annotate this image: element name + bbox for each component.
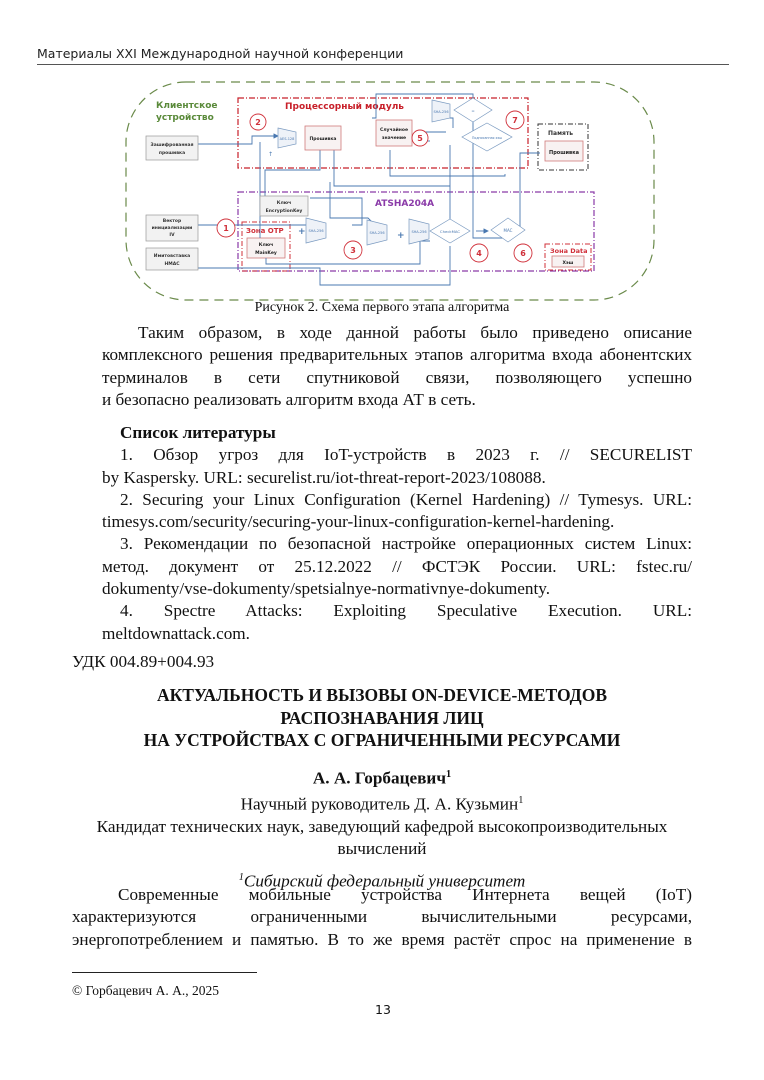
sha-label-2: SHA-256	[369, 231, 385, 235]
hmac-label-2: HMAC	[164, 262, 180, 267]
aes-label: AES-128	[279, 137, 295, 141]
conclusion-line: терминалов в сети спутниковой связи, позволяющего успешно	[102, 367, 692, 387]
author-block	[0, 764, 764, 893]
reference-3-line: метод. документ от 25.12.2022 // ФСТЭК России. URL: fstec.ru/	[102, 556, 692, 576]
references-section	[102, 422, 692, 645]
firmware-label: Прошивка	[309, 137, 337, 142]
article-title-line: АКТУАЛЬНОСТЬ И ВЫЗОВЫ ON-DEVICE-МЕТОДОВ	[156, 685, 608, 705]
random-value-label-2: значение	[381, 136, 407, 141]
step-number-5: 5	[417, 134, 423, 143]
sha-label-1: SHA-256	[308, 229, 324, 233]
supervisor-title-line: вычислений	[337, 839, 427, 859]
intro-line: характеризуются ограниченными вычислительными ресурсами,	[72, 907, 692, 927]
conclusion-line: Таким образом, в ходе данной работы было приведено описание	[138, 323, 692, 342]
algorithm-diagram	[120, 78, 660, 306]
hmac-label-1: Имитовставка	[153, 254, 191, 259]
step-number-1: 1	[223, 224, 229, 233]
random-value-block	[376, 120, 412, 146]
plus-sign-2: +	[397, 231, 405, 241]
step-number-4: 4	[476, 249, 482, 258]
zone-data-label: Зона Data	[550, 247, 588, 255]
header-rule	[37, 64, 729, 65]
aes-key-arrow: ↑	[268, 151, 274, 158]
checkmac-label: CheckMAC	[439, 229, 461, 234]
reference-1-line: 1. Обзор угроз для IoT-устройств в 2023 г. // SECURELIST	[120, 445, 692, 465]
sha-label-3: SHA-256	[411, 230, 427, 234]
running-head: Материалы XXI Международной научной конференции	[37, 46, 404, 61]
iv-label-2: инициализации	[151, 226, 193, 231]
reference-4-line: 4. Spectre Attacks: Exploiting Speculative Execution. URL:	[120, 601, 692, 621]
article-title	[0, 684, 764, 752]
signed-hash-label: Подписанная хэш	[471, 136, 503, 140]
author-name	[0, 764, 764, 790]
udc-code: УДК 004.89+004.93	[72, 652, 215, 671]
author-name-text: А. А. Горбацевич	[312, 768, 447, 788]
random-value-label-1: Случайное	[379, 128, 409, 133]
iv-label-1: Вектор	[162, 219, 182, 224]
conclusion-line: и безопасно реализовать алгоритм входа АТ в сеть.	[102, 389, 476, 409]
client-device-label-2: устройство	[156, 113, 214, 123]
conclusion-line: комплексного решения предварительных этапов алгоритма входа абонентских	[102, 345, 692, 365]
main-key-label-1: Ключ	[258, 243, 274, 248]
sha-processor-label: SHA-256	[433, 110, 449, 114]
affiliation-text: Сибирский федеральный университет	[243, 871, 526, 891]
zone-otp-label: Зона OTP	[246, 227, 284, 235]
reference-1-line: by Kaspersky. URL: securelist.ru/iot-threat-report-2023/108088.	[102, 467, 546, 487]
encryption-key-label-1: Ключ	[276, 201, 292, 206]
reference-2-line: timesys.com/security/securing-your-linux-configuration-kernel-hardening.	[102, 512, 615, 532]
supervisor-title-line: Кандидат технических наук, заведующий кафедрой высокопроизводительных	[96, 817, 668, 837]
step-number-3: 3	[350, 246, 356, 255]
step-number-7: 7	[512, 116, 518, 125]
supervisor	[0, 790, 764, 816]
memory-label: Память	[548, 130, 574, 137]
encrypted-firmware-block	[146, 136, 198, 160]
article-intro-paragraph	[72, 884, 692, 951]
encryption-key-label-2: EncryptionKey	[265, 209, 303, 214]
compare-label: =	[471, 108, 475, 113]
memory-firmware-label: Прошивка	[549, 150, 579, 156]
atsha-label: ATSHA204A	[375, 199, 435, 209]
encrypted-firmware-label-1: Зашифрованная	[150, 143, 194, 148]
page-number: 13	[375, 1002, 391, 1017]
reference-3-line: dokumenty/vse-dokumenty/spetsialnye-normativnye-dokumenty.	[102, 579, 551, 599]
footnote-rule	[72, 972, 257, 973]
mac-label: MAC	[503, 228, 513, 233]
intro-line: энергопотреблением и памятью. В то же время растёт спрос на применение в	[72, 929, 692, 949]
encrypted-firmware-label-2: прошивка	[158, 151, 186, 156]
supervisor-sup: 1	[518, 795, 524, 807]
hash-slot-label: Хэш	[562, 261, 574, 266]
step-number-2: 2	[255, 118, 261, 127]
author-sup: 1	[446, 769, 452, 780]
article-title-line: РАСПОЗНАВАНИЯ ЛИЦ	[280, 707, 484, 728]
main-key-label-2: MainKey	[255, 251, 277, 256]
reference-3-line: 3. Рекомендации по безопасной настройке операционных систем Linux:	[120, 534, 692, 554]
supervisor-text: Научный руководитель Д. А. Кузьмин	[240, 794, 519, 814]
iv-label-3: IV	[169, 233, 175, 238]
figure-caption: Рисунок 2. Схема первого этапа алгоритма	[254, 300, 510, 315]
step-number-6: 6	[520, 249, 526, 258]
affiliation-sup: 1	[238, 871, 244, 883]
copyright-footnote: © Горбацевич А. А., 2025	[72, 983, 219, 998]
reference-2-line: 2. Securing your Linux Configuration (Kernel Hardening) // Tymesys. URL:	[120, 489, 692, 509]
intro-line: Современные мобильные устройства Интернета вещей (IoT)	[118, 885, 692, 904]
reference-4-line: meltdownattack.com.	[102, 623, 250, 643]
references-heading: Список литературы	[120, 423, 276, 442]
processor-module-label: Процессорный модуль	[285, 102, 404, 112]
conclusion-paragraph	[102, 322, 692, 411]
article-title-line: НА УСТРОЙСТВАХ С ОГРАНИЧЕННЫМИ РЕСУРСАМИ	[143, 730, 621, 750]
client-device-label-1: Клиентское	[156, 101, 218, 111]
plus-sign-1: +	[298, 227, 306, 237]
